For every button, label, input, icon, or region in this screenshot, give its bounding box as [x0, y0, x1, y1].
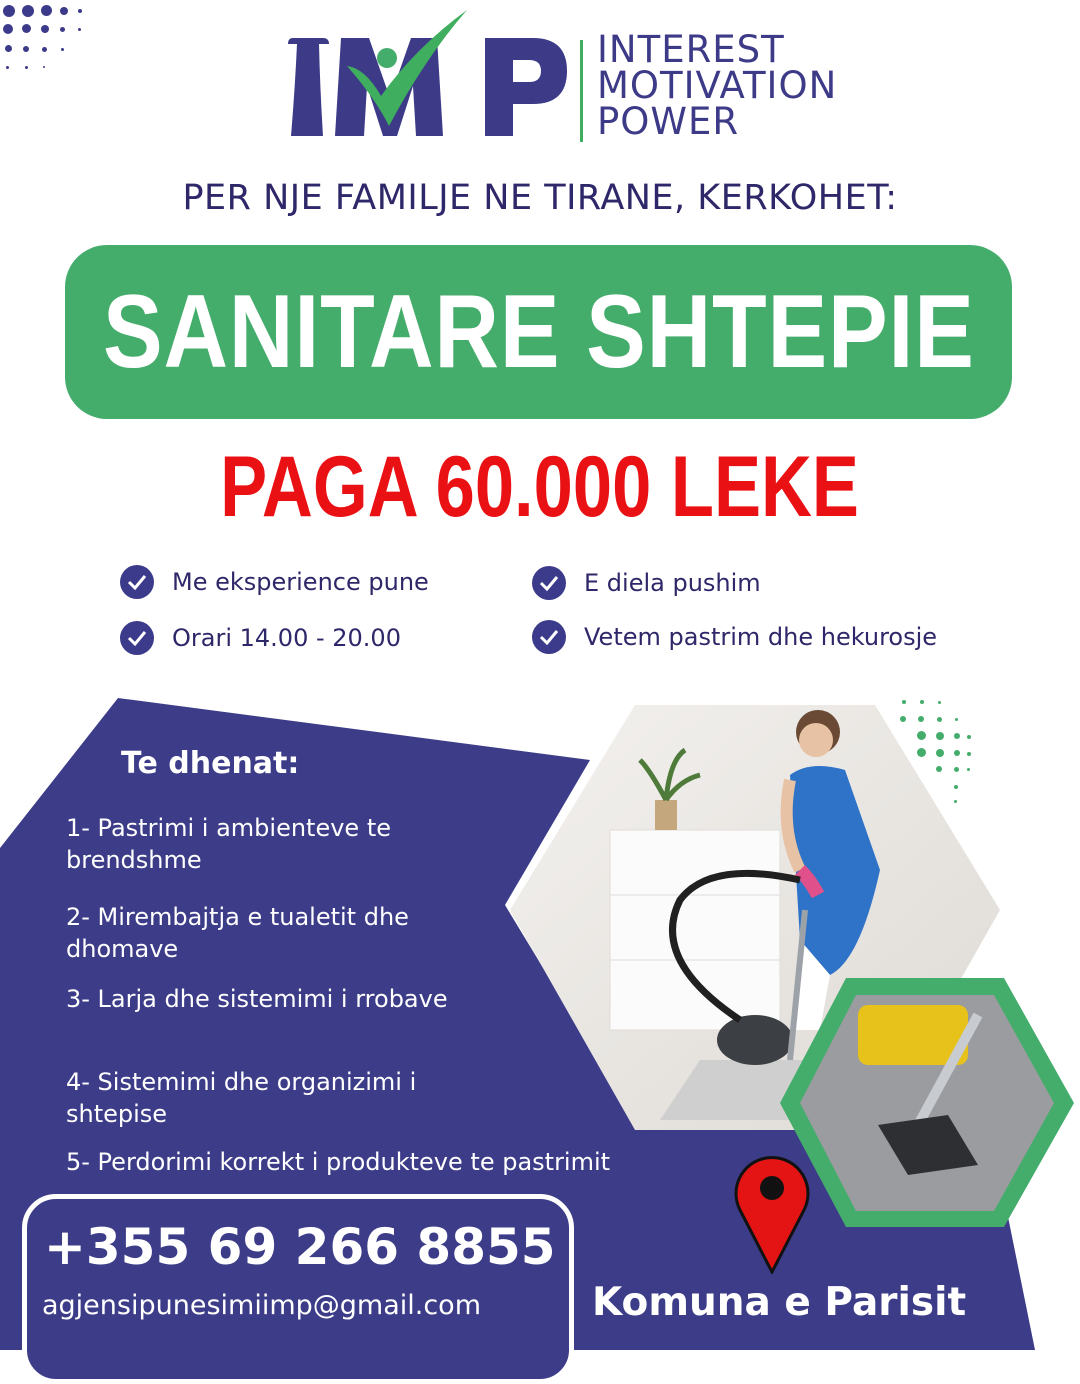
intro-heading: PER NJE FAMILJE NE TIRANE, KERKOHET:	[182, 178, 898, 218]
salary-text: PAGA 60.000 LEKE	[220, 439, 860, 535]
feature-item	[532, 620, 937, 654]
job-title-banner	[65, 245, 1012, 419]
feature-label: Orari 14.00 - 20.00	[172, 624, 401, 652]
imp-logo	[285, 8, 575, 148]
duty-item: 1- Pastrimi i ambienteve te brendshme	[66, 814, 391, 874]
phone-number[interactable]: +355 69 266 8855	[44, 1218, 556, 1276]
feature-label: Vetem pastrim dhe hekurosje	[584, 623, 938, 651]
logo-divider	[580, 40, 583, 142]
tagline-line: POWER	[597, 100, 740, 143]
feature-label: Me eksperience pune	[172, 568, 429, 596]
email-address[interactable]: agjensipunesimiimp@gmail.com	[42, 1290, 482, 1321]
feature-label: E diela pushim	[584, 569, 761, 597]
feature-item	[120, 565, 429, 599]
details-title: Te dhenat:	[121, 746, 300, 781]
carpet-cleaning-photo	[778, 975, 1078, 1235]
location-pin-icon	[732, 1152, 812, 1274]
duty-item: 4- Sistemimi dhe organizimi i shtepise	[66, 1068, 417, 1128]
duty-item: 2- Mirembajtja e tualetit dhe dhomave	[66, 903, 409, 963]
check-circle-icon	[532, 620, 566, 654]
check-circle-icon	[120, 565, 154, 599]
logo-tagline	[597, 28, 838, 143]
salary-heading	[0, 438, 1080, 537]
job-title: SANITARE SHTEPIE	[102, 273, 975, 390]
duty-item: 5- Perdorimi korrekt i produkteve te pastrimit	[66, 1148, 611, 1176]
svg-text:IMP: IMP	[285, 8, 287, 9]
location-label: Komuna e Parisit	[592, 1280, 967, 1325]
tagline-line: INTEREST	[597, 28, 785, 71]
feature-item	[120, 621, 401, 655]
duty-item: 3- Larja dhe sistemimi i rrobave	[66, 985, 448, 1013]
check-circle-icon	[532, 566, 566, 600]
check-circle-icon	[120, 621, 154, 655]
feature-item	[532, 566, 761, 600]
tagline-line: MOTIVATION	[597, 64, 838, 107]
